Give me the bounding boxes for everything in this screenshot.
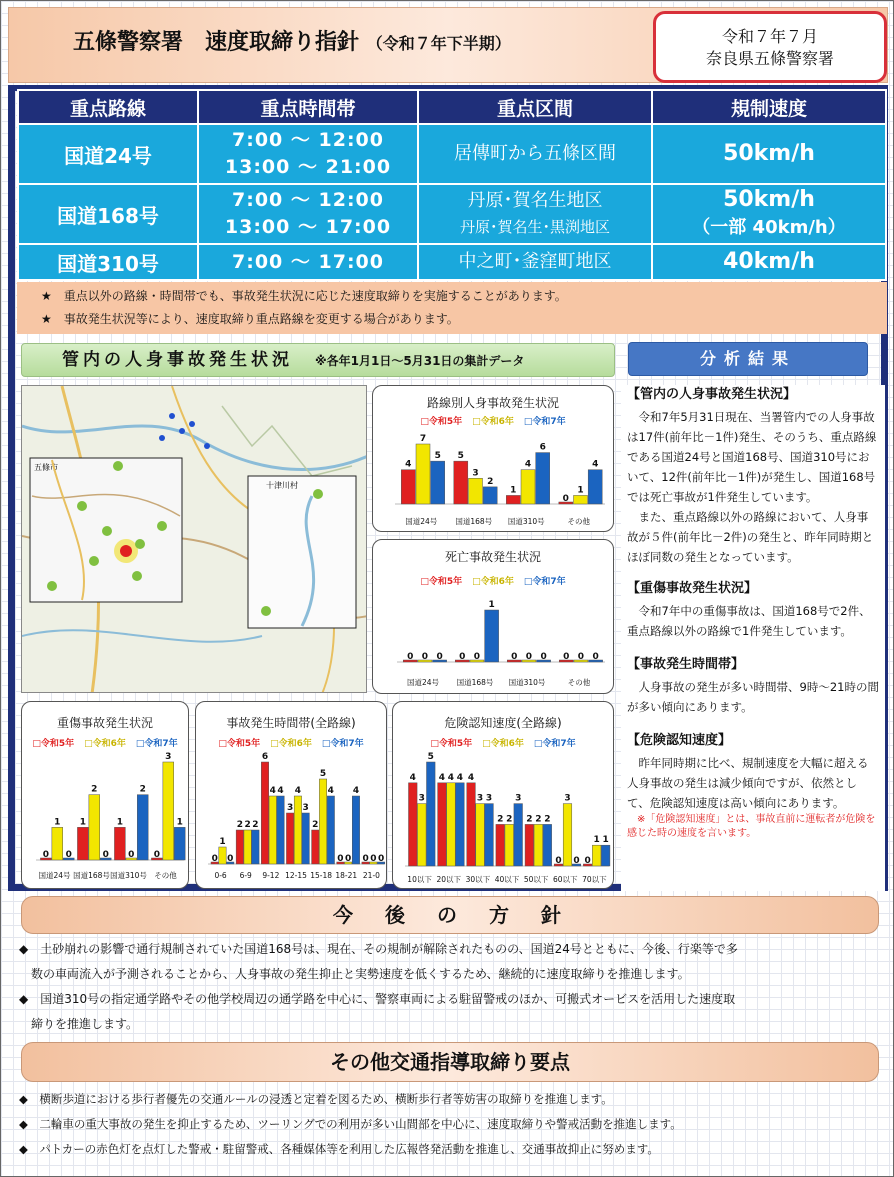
- bar-value-label: 1: [577, 485, 584, 496]
- bar-value-label: 1: [79, 817, 87, 828]
- bar-value-label: 1: [602, 835, 609, 846]
- policy-item: 数の車両流入が予測されることから、人身事故の発生抑止と実勢速度を低くするため、継続的に速度取締りを推進します。: [19, 967, 690, 981]
- danger-speed-chart: [392, 701, 614, 889]
- analysis-note: ※「危険認知速度」とは、事故直前に運転者が危険を感じた時の速度を言います。: [627, 814, 876, 839]
- legend-item: □令和5年: [420, 417, 463, 427]
- bar: [327, 796, 334, 864]
- bar-value-label: 3: [564, 793, 571, 804]
- time-cell: 7:00 ～ 17:00: [198, 244, 418, 280]
- bar: [236, 830, 243, 864]
- date-box: [653, 11, 887, 83]
- bar: [252, 830, 259, 864]
- category-label: 9-12: [262, 871, 280, 880]
- legend-item: □令和5年: [420, 577, 463, 587]
- bar-value-label: 4: [524, 459, 532, 470]
- analysis-panel: [621, 385, 885, 891]
- bar-value-label: 0: [128, 850, 135, 860]
- category-label: 国道24号: [405, 517, 438, 526]
- bar: [525, 824, 534, 866]
- legend-item: □令和7年: [533, 739, 576, 749]
- category-label: 国道310号: [110, 871, 147, 880]
- category-label: その他: [567, 678, 591, 687]
- analysis-heading-2: 【重傷事故発生状況】: [627, 581, 758, 596]
- route-cell: 国道24号: [18, 124, 198, 184]
- chart-plot: [373, 386, 614, 532]
- policy-item: ◆ 土砂崩れの影響で通行規制されていた国道168号は、現在、その規制が解除されたものの、国道24号とともに、今後、行楽等で多: [19, 942, 738, 956]
- section-cell: 中之町･釜窪町地区: [418, 244, 652, 280]
- legend-item: □令和7年: [523, 577, 566, 587]
- other-item: ◆ 横断歩道における歩行者優先の交通ルールの浸透と定着を図るため、横断歩行者等妨害の取締りを推進します。: [19, 1092, 613, 1106]
- bar-value-label: 0: [362, 854, 369, 864]
- bar-value-label: 3: [515, 793, 522, 804]
- other-item: ◆ 二輪車の重大事故の発生を抑止するため、ツーリングでの利用が多い山間部を中心に、速度取締りや警戒活動を推進します。: [19, 1117, 682, 1131]
- analysis-heading-4: 【危険認知速度】: [627, 733, 732, 748]
- bar-value-label: 1: [510, 485, 517, 496]
- bar-value-label: 0: [153, 850, 161, 860]
- svg-text:五條市: 五條市: [34, 463, 58, 472]
- category-label: 40以下: [494, 875, 520, 884]
- bar: [469, 478, 483, 504]
- category-label: 国道310号: [507, 517, 545, 526]
- analysis-text: 人身事故の発生が多い時間帯、9時～21時の間が多い傾向にあります。: [627, 680, 879, 714]
- chart-plot: [196, 702, 387, 889]
- policy-heading: 今 後 の 方 針: [21, 896, 879, 934]
- bar-value-label: 1: [54, 817, 61, 828]
- category-label: 18-21: [335, 871, 358, 880]
- analysis-text: 昨年同時期に比べ、規制速度を大幅に超える人身事故の発生は減少傾向ですが、依然として、危険認知速度は高い傾向にあります。: [627, 756, 869, 810]
- route-cell: 国道168号: [18, 184, 198, 244]
- bar-value-label: 5: [319, 769, 327, 779]
- bar-value-label: 4: [294, 786, 302, 796]
- analysis-heading-3: 【事故発生時間帯】: [627, 657, 745, 672]
- bar-value-label: 0: [102, 850, 109, 860]
- chart-plot: [393, 702, 614, 889]
- bar-value-label: 0: [592, 652, 599, 662]
- category-label: 12-15: [285, 871, 307, 880]
- other-body: [19, 1087, 682, 1162]
- analysis-text: 令和7年中の重傷事故は、国道168号で2件、重点路線以外の路線で1件発生しています。: [627, 604, 871, 638]
- bar-value-label: 2: [91, 784, 98, 795]
- bar-value-label: 0: [370, 854, 377, 864]
- bar: [438, 783, 447, 866]
- bar-value-label: 0: [511, 652, 518, 662]
- bar: [534, 824, 543, 866]
- category-label: 0-6: [214, 871, 227, 880]
- legend-item: □令和6年: [270, 739, 312, 749]
- bar-value-label: 0: [563, 652, 570, 662]
- map-graphic: [22, 386, 367, 693]
- category-label: 21-0: [362, 871, 380, 880]
- bar-value-label: 4: [277, 786, 284, 796]
- policy-body: [19, 937, 738, 1037]
- legend-item: □令和5年: [32, 739, 75, 749]
- bar: [447, 783, 456, 866]
- category-label: 国道24号: [406, 678, 440, 687]
- speed-cell: 50km/h （一部 40km/h）: [652, 184, 886, 244]
- table-row: [18, 244, 886, 280]
- col-speed: 規制速度: [652, 90, 886, 124]
- bar-value-label: 2: [497, 814, 504, 825]
- bar-value-label: 0: [473, 652, 481, 662]
- route-cell: 国道310号: [18, 244, 198, 280]
- bar: [417, 804, 426, 866]
- bar: [277, 796, 284, 864]
- bar-value-label: 0: [421, 652, 429, 662]
- time-cell: 7:00 ～ 12:00 13:00 ～ 17:00: [198, 184, 418, 244]
- bar-value-label: 0: [540, 652, 547, 662]
- bar: [485, 804, 494, 866]
- bar-value-label: 2: [312, 820, 319, 830]
- bar: [174, 827, 185, 860]
- col-route: 重点路線: [18, 90, 198, 124]
- bar: [319, 779, 326, 864]
- route-accident-chart: [372, 385, 614, 532]
- table-header-row: [18, 90, 886, 124]
- col-section: 重点区間: [418, 90, 652, 124]
- category-label: その他: [567, 517, 590, 526]
- category-label: 50以下: [523, 875, 549, 884]
- bar-value-label: 4: [456, 772, 464, 783]
- bar: [137, 795, 148, 860]
- bar-value-label: 0: [436, 652, 443, 662]
- bar-value-label: 0: [573, 856, 580, 866]
- chart-plot: [22, 702, 189, 889]
- bar: [261, 762, 268, 864]
- bar: [431, 461, 445, 504]
- analysis-heading-1: 【管内の人身事故発生状況】: [627, 387, 797, 402]
- bar-value-label: 2: [526, 814, 533, 825]
- bar: [269, 796, 276, 864]
- bar-value-label: 1: [116, 817, 124, 828]
- bar-value-label: 0: [562, 494, 569, 504]
- bar: [543, 824, 552, 866]
- bar: [52, 827, 63, 860]
- notes-box: [17, 282, 887, 334]
- bar: [514, 804, 523, 866]
- section-cell: 居傳町から五條区間: [418, 124, 652, 184]
- bar-value-label: 4: [405, 459, 412, 470]
- bar-value-label: 3: [302, 803, 309, 813]
- bar-value-label: 2: [139, 784, 146, 795]
- bar: [496, 824, 505, 866]
- issuer: 奈良県五條警察署: [705, 49, 834, 68]
- bar-value-label: 2: [506, 814, 513, 825]
- bar: [563, 804, 572, 866]
- bar-value-label: 0: [345, 854, 352, 864]
- bar: [401, 470, 415, 504]
- bar-value-label: 6: [261, 752, 269, 762]
- other-heading: その他交通指導取締り要点: [21, 1042, 879, 1082]
- bar: [312, 830, 319, 864]
- table-row: [18, 184, 886, 244]
- bar: [592, 845, 601, 866]
- category-label: 70以下: [582, 875, 607, 884]
- bar: [505, 824, 514, 866]
- bar: [426, 762, 435, 866]
- analysis-heading: 分析結果: [628, 342, 868, 376]
- col-time: 重点時間帯: [198, 90, 418, 124]
- section-cell: 丹原･賀名生地区 丹原･賀名生･黒渕地区: [418, 184, 652, 244]
- bar-value-label: 2: [244, 820, 251, 830]
- chart-title: 危険認知速度(全路線): [444, 716, 562, 730]
- bar: [536, 453, 550, 504]
- legend-item: □令和5年: [218, 739, 261, 749]
- bar-value-label: 3: [476, 793, 484, 804]
- category-label: 15-18: [310, 871, 333, 880]
- bar-value-label: 4: [592, 459, 599, 470]
- bar-value-label: 4: [409, 772, 416, 783]
- bar-value-label: 1: [219, 837, 226, 847]
- bar-value-label: 3: [418, 793, 425, 804]
- bar-value-label: 7: [419, 434, 427, 444]
- bar-value-label: 4: [438, 772, 446, 783]
- bar-value-label: 2: [487, 476, 494, 487]
- policy-item: ◆ 国道310号の指定通学路やその他学校周辺の通学路を中心に、警察車両による駐留警戒のほか、可搬式オービスを活用した速度取: [19, 992, 736, 1006]
- bar-value-label: 3: [485, 793, 493, 804]
- bar-value-label: 4: [327, 786, 334, 796]
- bar: [219, 847, 226, 864]
- bar-value-label: 0: [407, 652, 414, 662]
- speed-cell: 50km/h: [652, 124, 886, 184]
- category-label: 20以下: [436, 875, 461, 884]
- bar: [294, 796, 301, 864]
- serious-injury-chart: [21, 701, 189, 889]
- category-label: 国道168号: [455, 517, 493, 526]
- bar-value-label: 2: [544, 814, 551, 825]
- bar-value-label: 2: [535, 814, 542, 825]
- bar: [467, 783, 476, 866]
- other-item: ◆ パトカーの赤色灯を点灯した警戒・駐留警戒、各種媒体等を利用した広報啓発活動を推進し、交通事故抑止に努めます。: [19, 1142, 659, 1156]
- page-title: 五條警察署 速度取締り指針 （令和７年下半期）: [73, 30, 511, 55]
- bar-value-label: 1: [488, 600, 495, 610]
- bar-value-label: 2: [236, 820, 243, 830]
- bar-value-label: 2: [252, 820, 259, 830]
- chart-title: 路線別人身事故発生状況: [426, 396, 559, 410]
- svg-text:十津川村: 十津川村: [266, 481, 298, 490]
- bar-value-label: 0: [42, 850, 50, 860]
- bar-value-label: 5: [427, 752, 434, 762]
- accident-map: [21, 385, 367, 693]
- bar: [286, 813, 293, 864]
- bar-value-label: 0: [525, 652, 533, 662]
- legend-item: □令和7年: [321, 739, 364, 749]
- bar-value-label: 4: [467, 772, 475, 783]
- category-label: 国道310号: [508, 678, 546, 687]
- bar-value-label: 0: [459, 652, 466, 662]
- bar: [114, 827, 125, 860]
- legend-item: □令和6年: [472, 577, 514, 587]
- bar: [485, 610, 499, 662]
- issue-date: 令和７年７月: [721, 27, 818, 46]
- accident-status-heading: 管内の人身事故発生状況 ※各年1月1日～5月31日の集計データ: [21, 343, 615, 377]
- bar-value-label: 4: [447, 772, 455, 783]
- legend-item: □令和7年: [523, 417, 566, 427]
- category-label: 6-9: [239, 871, 252, 880]
- category-label: 国道168号: [73, 871, 110, 880]
- bar: [454, 461, 468, 504]
- bar-value-label: 0: [65, 850, 72, 860]
- category-label: 60以下: [553, 875, 578, 884]
- bar: [163, 762, 174, 860]
- bar-value-label: 3: [472, 468, 479, 479]
- fatal-accident-chart: [372, 539, 614, 694]
- bar: [483, 487, 497, 504]
- bar: [456, 783, 465, 866]
- bar: [302, 813, 309, 864]
- time-cell: 7:00 ～ 12:00 13:00 ～ 21:00: [198, 124, 418, 184]
- bar-value-label: 1: [593, 835, 600, 846]
- chart-title: 死亡事故発生状況: [444, 550, 541, 564]
- legend-item: □令和5年: [430, 739, 473, 749]
- bar: [77, 827, 88, 860]
- bar: [588, 470, 602, 504]
- analysis-text: 令和7年5月31日現在、当署管内での人身事故は17件(前年比－1件)発生、そのうち、重点路線である国道24号と国道168号、国道310号において、12件(前年比－1件)が発生し、国道168号では死亡事故が1件発生しています。: [627, 410, 877, 504]
- bar: [352, 796, 359, 864]
- bar-value-label: 4: [269, 786, 276, 796]
- bar: [476, 804, 485, 866]
- bar: [506, 495, 520, 504]
- bar-value-label: 3: [165, 752, 172, 762]
- bar-value-label: 0: [337, 854, 344, 864]
- bar: [408, 783, 417, 866]
- legend-item: □令和6年: [482, 739, 524, 749]
- category-label: その他: [154, 871, 177, 880]
- bar-value-label: 0: [577, 652, 585, 662]
- bar-value-label: 3: [287, 803, 294, 813]
- chart-plot: [373, 540, 614, 694]
- note-item: ★ 事故発生状況等により、速度取締り重点路線を変更する場合があります。: [41, 312, 459, 326]
- bar-value-label: 0: [377, 854, 385, 864]
- speed-enforcement-table: [17, 89, 887, 281]
- note-item: ★ 重点以外の路線・時間帯でも、事故発生状況に応じた速度取締りを実施することがあります。: [41, 289, 567, 303]
- bar-value-label: 1: [176, 817, 183, 828]
- time-of-day-chart: [195, 701, 387, 889]
- legend-item: □令和6年: [84, 739, 126, 749]
- category-label: 国道24号: [38, 871, 71, 880]
- legend-item: □令和6年: [472, 417, 514, 427]
- bar-value-label: 5: [457, 451, 464, 462]
- bar-value-label: 0: [211, 854, 218, 864]
- bar-value-label: 0: [555, 856, 562, 866]
- legend-item: □令和7年: [135, 739, 178, 749]
- category-label: 国道168号: [456, 678, 494, 687]
- bar-value-label: 4: [352, 786, 360, 796]
- bar-value-label: 5: [434, 451, 441, 462]
- bar: [244, 830, 251, 864]
- bar-value-label: 0: [227, 854, 234, 864]
- bar: [601, 845, 610, 866]
- speed-cell: 40km/h: [652, 244, 886, 280]
- table-row: [18, 124, 886, 184]
- category-label: 10以下: [407, 875, 432, 884]
- bar: [574, 495, 588, 504]
- bar-value-label: 6: [539, 442, 546, 453]
- category-label: 30以下: [465, 875, 491, 884]
- analysis-text: また、重点路線以外の路線において、人身事故が５件(前年比－2件)の発生と、昨年同時期とほぼ同数の発生となっています。: [627, 510, 874, 564]
- policy-item: 締りを推進します。: [19, 1017, 139, 1031]
- chart-title: 事故発生時間帯(全路線): [226, 716, 356, 730]
- chart-title: 重傷事故発生状況: [56, 716, 153, 730]
- bar-value-label: 0: [584, 856, 591, 866]
- bar: [521, 470, 535, 504]
- bar: [416, 444, 430, 504]
- bar: [89, 795, 100, 860]
